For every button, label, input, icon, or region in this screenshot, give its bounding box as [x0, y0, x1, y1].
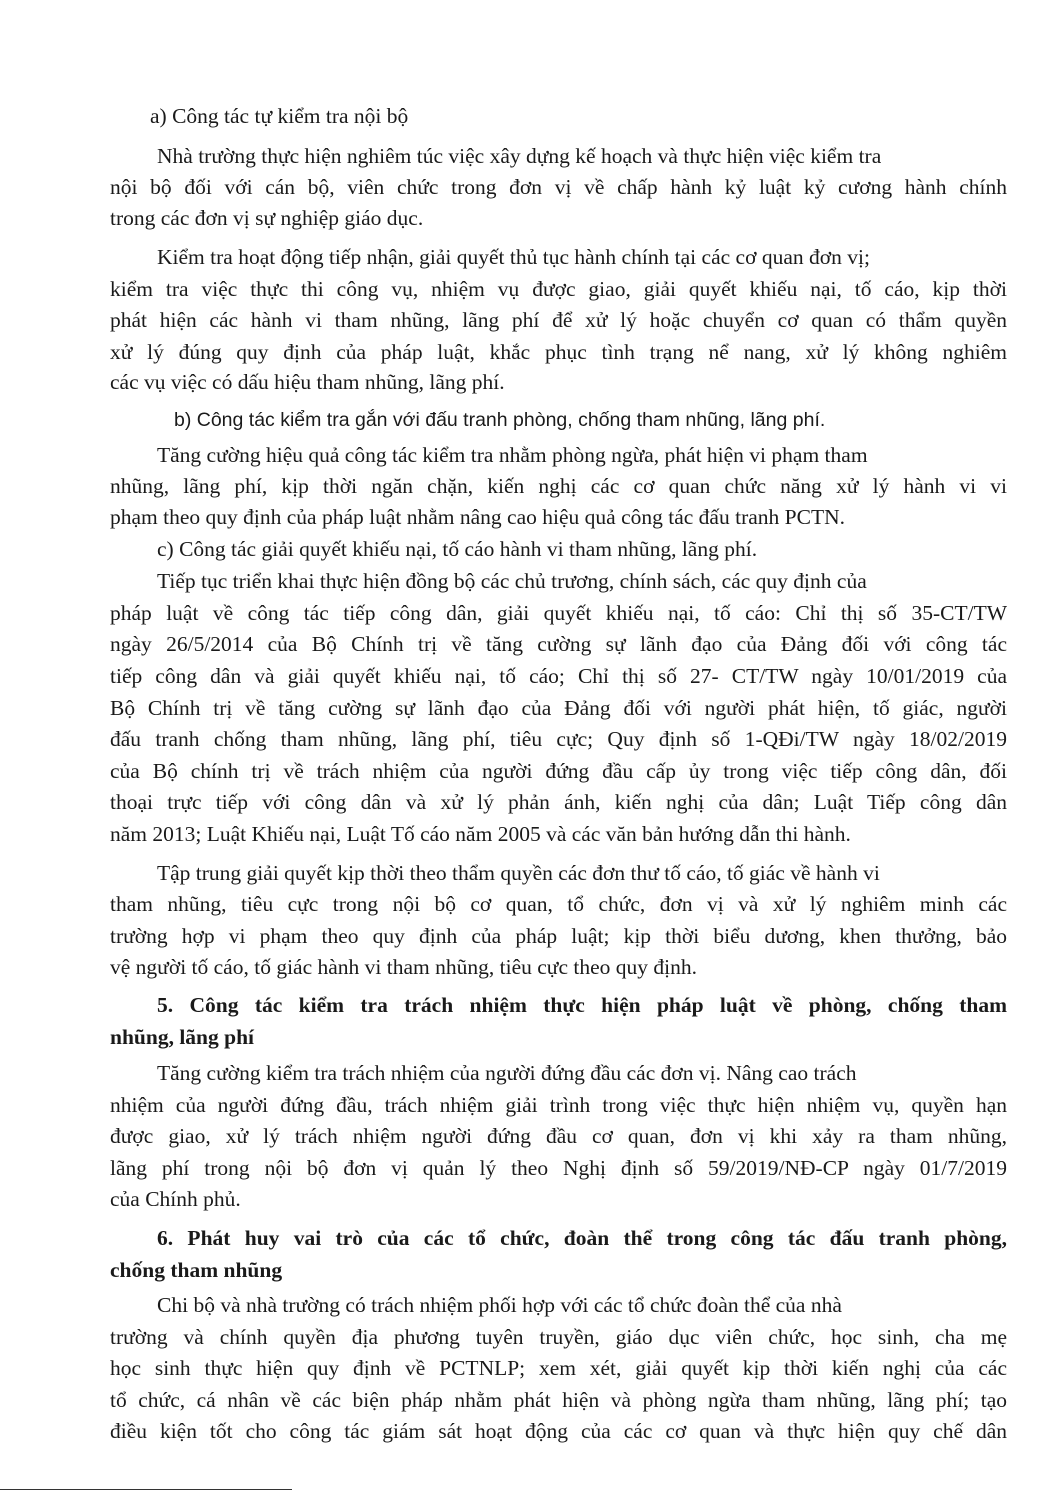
paragraph-line: tổ chức, cá nhân về các biện pháp nhằm phát hiện và phòng ngừa tham nhũng, lãng phí; tạo — [110, 1388, 1007, 1412]
paragraph-line: học sinh thực hiện quy định về PCTNLP; xem xét, giải quyết kịp thời kiến nghị của các — [110, 1356, 1007, 1380]
paragraph-line: nhiệm của người đứng đầu, trách nhiệm giải trình trong việc thực hiện nhiệm vụ, quyền hạn — [110, 1093, 1007, 1117]
paragraph-line: phạm theo quy định của pháp luật nhằm nâng cao hiệu quả công tác đấu tranh PCTN. — [110, 505, 845, 529]
paragraph-line: Kiểm tra hoạt động tiếp nhận, giải quyết thủ tục hành chính tại các cơ quan đơn vị; — [157, 245, 870, 269]
paragraph-line: kiểm tra việc thực thi công vụ, nhiệm vụ được giao, giải quyết khiếu nại, tố cáo, kịp thời — [110, 277, 1007, 301]
section-5-heading-cont: nhũng, lãng phí — [110, 1025, 255, 1049]
paragraph-line: Nhà trường thực hiện nghiêm túc việc xây dựng kế hoạch và thực hiện việc kiểm tra — [157, 144, 882, 168]
paragraph-line: Bộ Chính trị về tăng cường sự lãnh đạo của Đảng đối với người phát hiện, tố giác, người — [110, 696, 1007, 720]
paragraph-line: tham nhũng, tiêu cực trong nội bộ cơ quan, tổ chức, đơn vị và xử lý nghiêm minh các — [110, 892, 1007, 916]
heading-a-internal-inspection: a) Công tác tự kiểm tra nội bộ — [150, 104, 409, 128]
paragraph-line: đấu tranh chống tham nhũng, lãng phí, tiêu cực; Quy định số 1-QĐi/TW ngày 18/02/2019 — [110, 727, 1007, 751]
section-5-heading: 5. Công tác kiểm tra trách nhiệm thực hiện pháp luật về phòng, chống tham — [157, 993, 1007, 1017]
paragraph-line: được giao, xử lý trách nhiệm người đứng đầu cơ quan, đơn vị khi xảy ra tham nhũng, — [110, 1124, 1007, 1148]
paragraph-line: tiếp công dân và giải quyết khiếu nại, tố cáo; Chỉ thị số 27- CT/TW ngày 10/01/2019 của — [110, 664, 1007, 688]
paragraph-line: Tăng cường hiệu quả công tác kiểm tra nhằm phòng ngừa, phát hiện vi phạm tham — [157, 443, 868, 467]
heading-b-inspection-anti-corruption: b) Công tác kiểm tra gắn với đấu tranh phòng, chống tham nhũng, lãng phí. — [174, 409, 826, 431]
paragraph-line: nội bộ đối với cán bộ, viên chức trong đơn vị về chấp hành kỷ luật kỷ cương hành chính — [110, 175, 1007, 199]
paragraph-line: điều kiện tốt cho công tác giám sát hoạt động của các cơ quan và thực hiện quy chế dân — [110, 1419, 1007, 1443]
section-6-heading: 6. Phát huy vai trò của các tổ chức, đoàn thể trong công tác đấu tranh phòng, — [157, 1226, 1007, 1250]
paragraph-line: của Chính phủ. — [110, 1187, 241, 1211]
paragraph-line: năm 2013; Luật Khiếu nại, Luật Tố cáo năm 2005 và các văn bản hướng dẫn thi hành. — [110, 822, 851, 846]
section-6-heading-cont: chống tham nhũng — [110, 1258, 283, 1282]
paragraph-line: pháp luật về công tác tiếp công dân, giải quyết khiếu nại, tố cáo: Chỉ thị số 35-CT/TW — [110, 601, 1007, 625]
paragraph-line: trường và chính quyền địa phương tuyên truyền, giáo dục viên chức, học sinh, cha mẹ — [110, 1325, 1007, 1349]
footnote-rule — [0, 1489, 292, 1490]
paragraph-line: Tiếp tục triển khai thực hiện đồng bộ các chủ trương, chính sách, các quy định của — [157, 569, 867, 593]
paragraph-line: Chi bộ và nhà trường có trách nhiệm phối hợp với các tổ chức đoàn thể của nhà — [157, 1293, 842, 1317]
paragraph-line: Tăng cường kiểm tra trách nhiệm của người đứng đầu các đơn vị. Nâng cao trách — [157, 1061, 857, 1085]
paragraph-line: của Bộ chính trị về trách nhiệm của người đứng đầu cấp ủy trong việc tiếp công dân, đối — [110, 759, 1007, 783]
paragraph-line: ngày 26/5/2014 của Bộ Chính trị về tăng cường sự lãnh đạo của Đảng đối với công tác — [110, 632, 1007, 656]
paragraph-line: phát hiện các hành vi tham nhũng, lãng phí để xử lý hoặc chuyển cơ quan có thẩm quyền — [110, 308, 1007, 332]
paragraph-line: vệ người tố cáo, tố giác hành vi tham nhũng, tiêu cực theo quy định. — [110, 955, 697, 979]
paragraph-line: trong các đơn vị sự nghiệp giáo dục. — [110, 206, 424, 230]
heading-c-complaints: c) Công tác giải quyết khiếu nại, tố cáo hành vi tham nhũng, lãng phí. — [157, 537, 758, 561]
paragraph-line: trường hợp vi phạm theo quy định của pháp luật; kịp thời biểu dương, khen thưởng, bảo — [110, 924, 1007, 948]
paragraph-line: thoại trực tiếp với công dân và xử lý phản ánh, kiến nghị của dân; Luật Tiếp công dân — [110, 790, 1007, 814]
paragraph-line: các vụ việc có dấu hiệu tham nhũng, lãng phí. — [110, 370, 505, 394]
paragraph-line: Tập trung giải quyết kịp thời theo thẩm quyền các đơn thư tố cáo, tố giác về hành vi — [157, 861, 880, 885]
paragraph-line: lãng phí trong nội bộ đơn vị quản lý theo Nghị định số 59/2019/NĐ-CP ngày 01/7/2019 — [110, 1156, 1007, 1180]
paragraph-line: nhũng, lãng phí, kịp thời ngăn chặn, kiến nghị các cơ quan chức năng xử lý hành vi vi — [110, 474, 1007, 498]
paragraph-line: xử lý đúng quy định của pháp luật, khắc phục tình trạng nể nang, xử lý không nghiêm — [110, 340, 1007, 364]
